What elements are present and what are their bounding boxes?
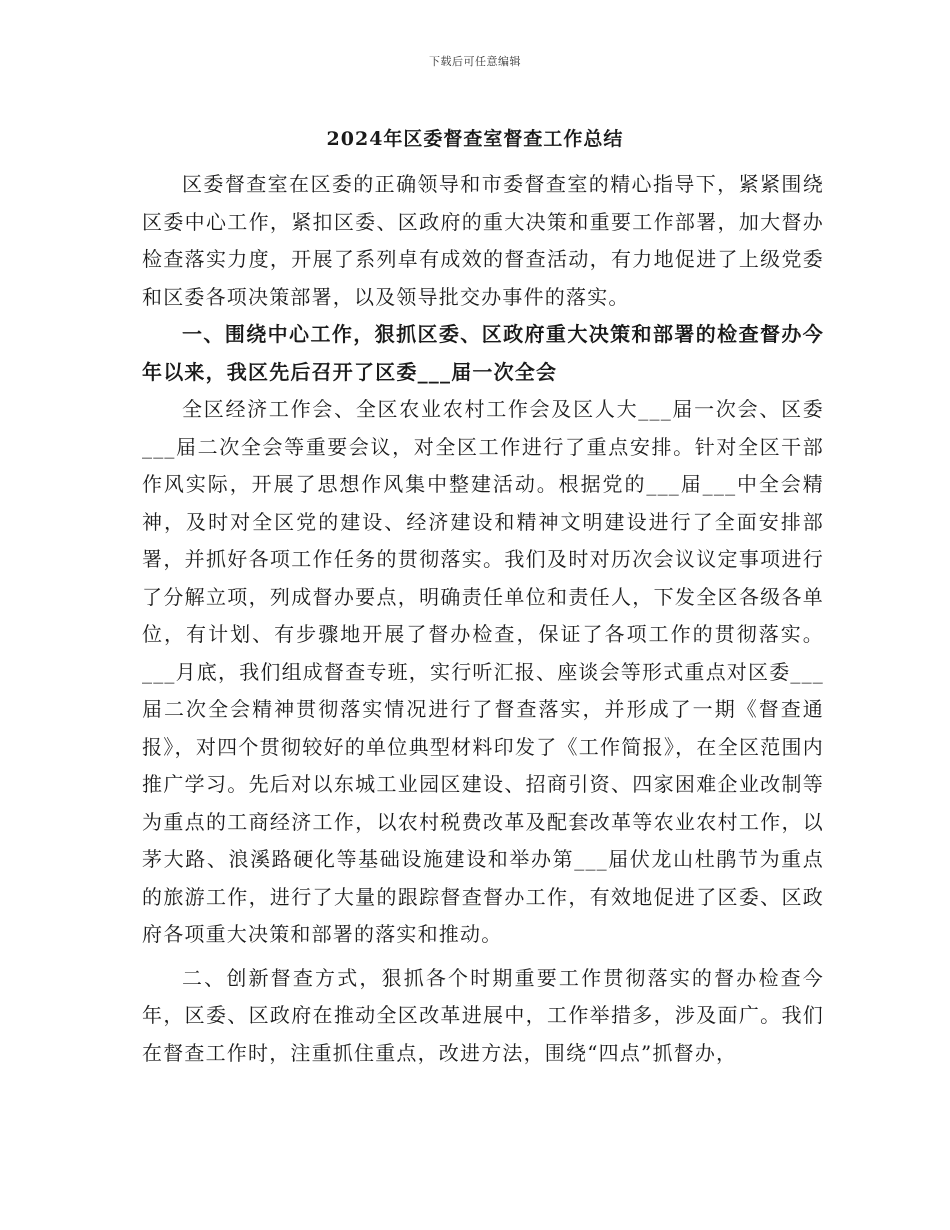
download-note: 下载后可任意编辑: [429, 55, 521, 68]
paragraph-section-2: 二、创新督查方式，狠抓各个时期重要工作贯彻落实的督办检查今年，区委、区政府在推动全区改革进展中，工作举措多，涉及面广。我们在督查工作时，注重抓住重点，改进方法，围绕“四点”抓督办，: [142, 965, 824, 1065]
document-title: 2024年区委督查室督查工作总结: [326, 128, 624, 150]
section-heading-1: 一、围绕中心工作，狠抓区委、区政府重大决策和部署的检查督办今年以来，我区先后召开了区委___届一次全会: [142, 322, 824, 384]
paragraph-intro: 区委督查室在区委的正确领导和市委督查室的精心指导下，紧紧围绕区委中心工作，紧扣区委、区政府的重大决策和重要工作部署，加大督办检查落实力度，开展了系列卓有成效的督查活动，有力地促进了上级党委和区委各项决策部署，以及领导批交办事件的落实。: [142, 172, 824, 309]
document-body: [142, 166, 824, 1072]
paragraph-section-1: 全区经济工作会、全区农业农村工作会及区人大___届一次会、区委___届二次全会等重要会议，对全区工作进行了重点安排。针对全区干部作风实际，开展了思想作风集中整建活动。根据党的___届___中全会精神，及时对全区党的建设、经济建设和精神文明建设进行了全面安排部署，并抓好各项工作任务的贯彻落实。我们及时对历次会议议定事项进行了分解立项，列成督办要点，明确责任单位和责任人，下发全区各级各单位，有计划、有步骤地开展了督办检查，保证了各项工作的贯彻落实。___月底，我们组成督查专班，实行听汇报、座谈会等形式重点对区委___届二次全会精神贯彻落实情况进行了督查落实，并形成了一期《督查通报》，对四个贯彻较好的单位典型材料印发了《工作简报》，在全区范围内推广学习。先后对以东城工业园区建设、招商引资、四家困难企业改制等为重点的工商经济工作，以农村税费改革及配套改革等农业农村工作，以茅大路、浪溪路硬化等基础设施建设和举办第___届伏龙山杜鹃节为重点的旅游工作，进行了大量的跟踪督查督办工作，有效地促进了区委、区政府各项重大决策和部署的落实和推动。: [142, 397, 824, 946]
